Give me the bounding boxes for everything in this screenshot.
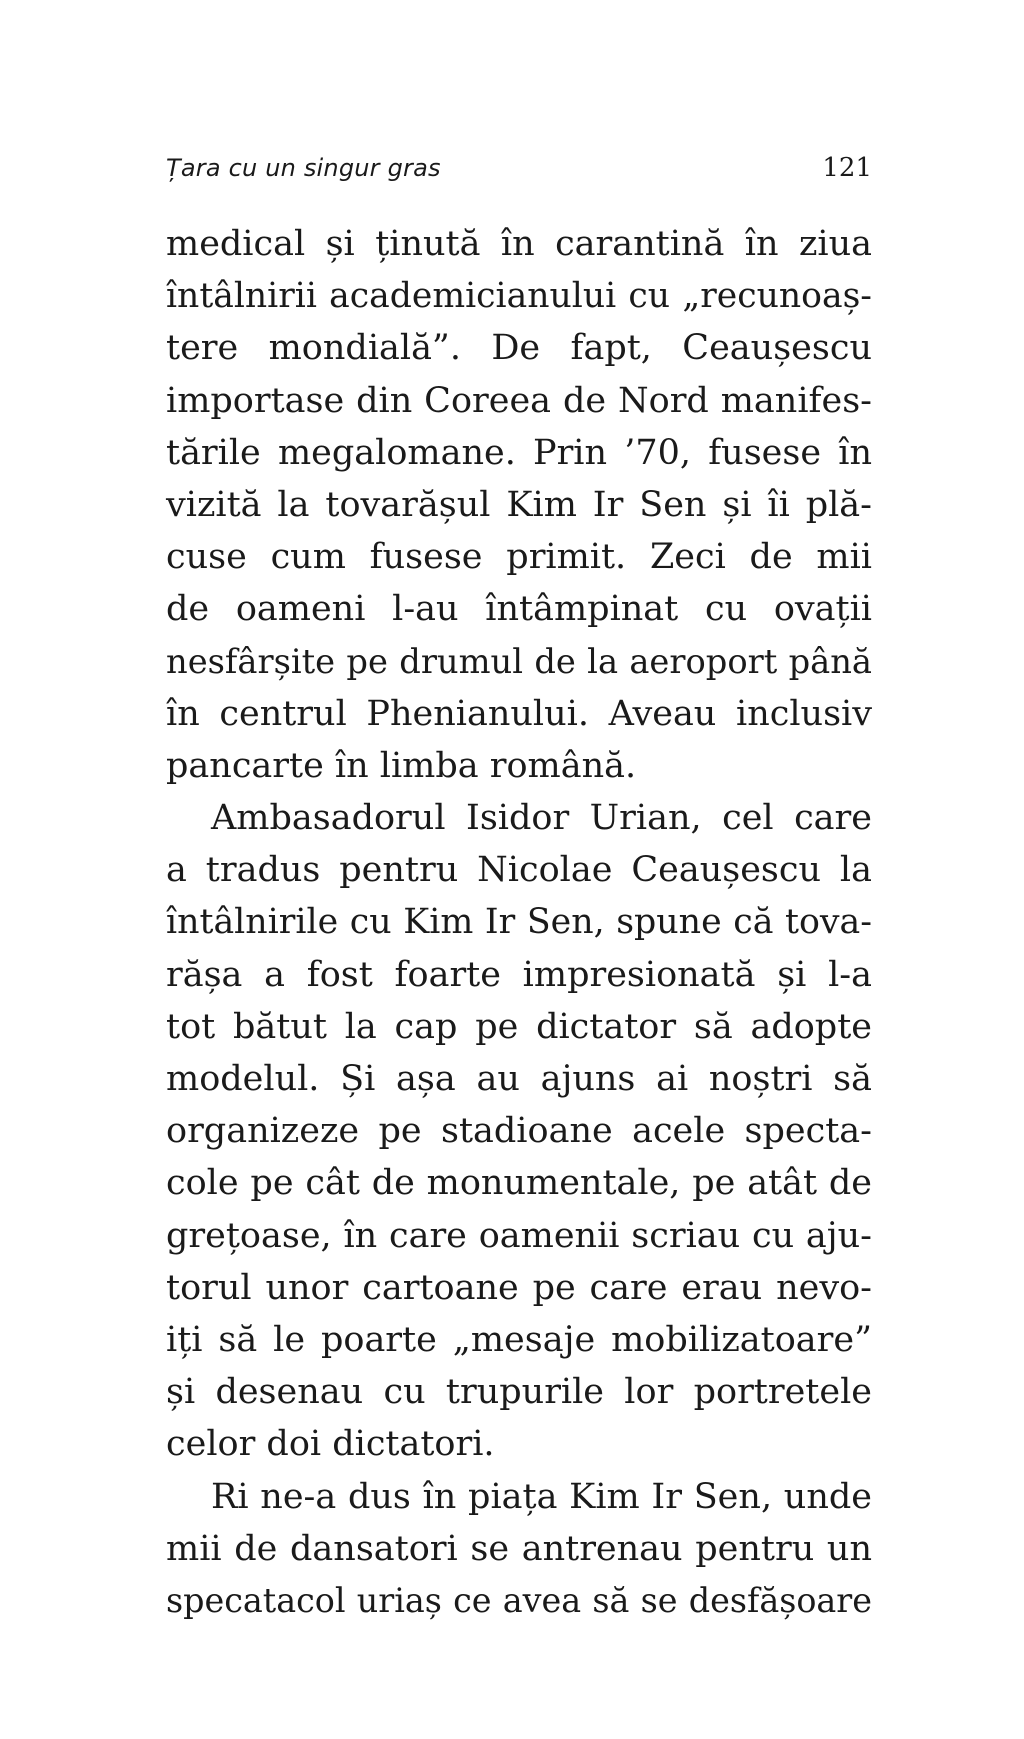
text-line: rășa a fost foarte impresionată și l-a [166, 954, 872, 995]
text-line: tările megalomane. Prin ’70, fusese în [166, 432, 872, 473]
running-title: Țara cu un singur gras [166, 154, 441, 182]
text-line: și desenau cu trupurile lor portretele [166, 1372, 872, 1413]
text-line: nesfârșite pe drumul de la aeroport până [166, 641, 872, 681]
body-text [166, 218, 872, 1627]
text-line: pancarte în limba română. [166, 745, 637, 786]
text-line: tere mondială”. De fapt, Ceaușescu [166, 328, 872, 369]
text-line: specatacol uriaș ce avea să se desfășoare [166, 1580, 872, 1620]
text-line: cuse cum fusese primit. Zeci de mii [166, 537, 872, 578]
running-header [166, 150, 872, 186]
text-line: în centrul Phenianului. Aveau inclusiv [166, 693, 872, 734]
text-line: a tradus pentru Nicolae Ceaușescu la [166, 850, 872, 891]
text-line: de oameni l-au întâmpinat cu ovații [166, 589, 872, 630]
text-line: mii de dansatori se antrenau pentru un [166, 1528, 872, 1569]
text-line: întâlnirii academicianului cu „recunoaș- [166, 276, 872, 317]
text-line: Ri ne-a dus în piața Kim Ir Sen, unde [211, 1476, 872, 1517]
page-number: 121 [822, 153, 872, 183]
text-line: grețoase, în care oamenii scriau cu aju- [166, 1215, 872, 1256]
text-line: organizeze pe stadioane acele specta- [166, 1111, 872, 1152]
text-line: vizită la tovarășul Kim Ir Sen și îi plă- [166, 484, 872, 525]
text-line: medical și ținută în carantină în ziua [166, 224, 872, 264]
text-line: Ambasadorul Isidor Urian, cel care [211, 798, 872, 839]
text-line: torul unor cartoane pe care erau nevo- [166, 1267, 872, 1308]
text-line: celor doi dictatori. [166, 1424, 495, 1465]
text-line: importase din Coreea de Nord manifes- [166, 380, 872, 421]
text-line: cole pe cât de monumentale, pe atât de [166, 1163, 872, 1204]
text-line: tot bătut la cap pe dictator să adopte [166, 1006, 872, 1047]
text-line: iți să le poarte „mesaje mobilizatoare” [166, 1319, 872, 1360]
text-line: modelul. Și așa au ajuns ai noștri să [166, 1059, 872, 1099]
text-line: întâlnirile cu Kim Ir Sen, spune că tova- [166, 902, 872, 943]
